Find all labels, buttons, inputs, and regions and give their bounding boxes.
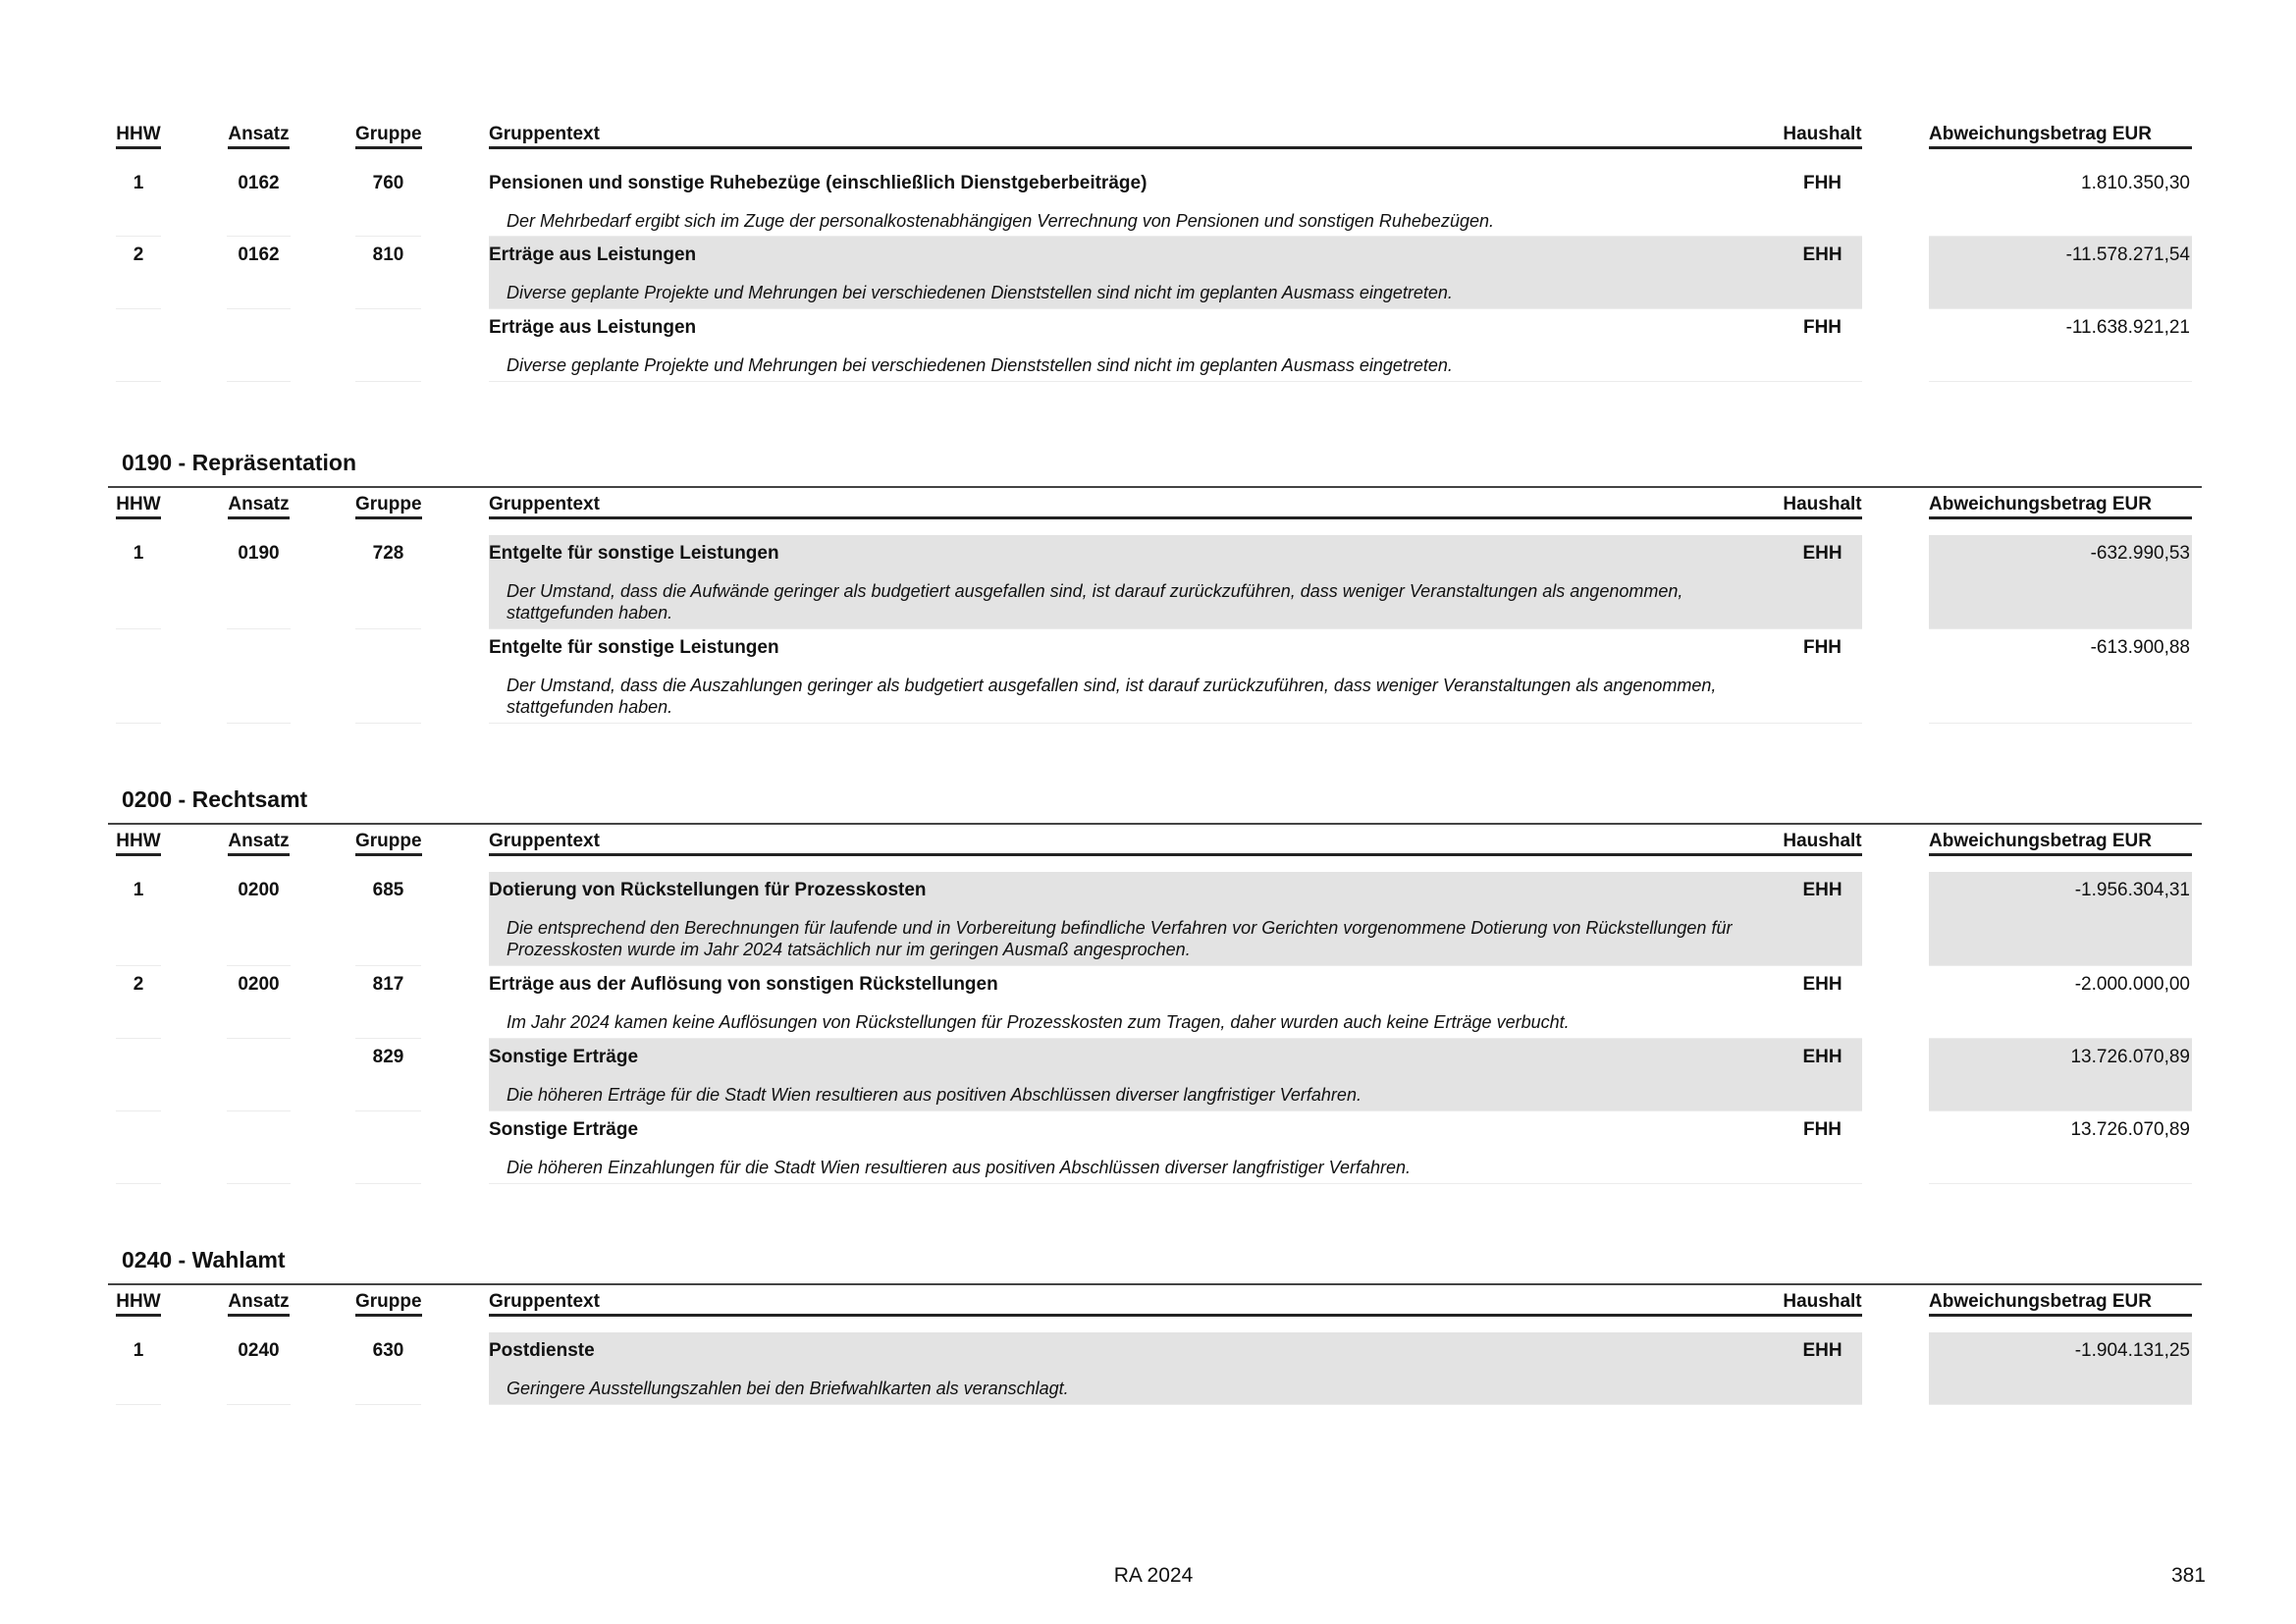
cell-gruppe: 829 <box>355 1039 421 1111</box>
header-gruppe: Gruppe <box>355 494 421 519</box>
group-title: Erträge aus Leistungen <box>489 317 697 338</box>
cell-betrag: -632.990,53 <box>1929 535 2192 629</box>
group-description: Geringere Ausstellungszahlen bei den Briefwahlkarten als veranschlagt. <box>507 1379 1069 1398</box>
cell-gruppe <box>355 629 421 724</box>
cell-hhw: 1 <box>116 165 161 237</box>
cell-gruppe: 630 <box>355 1332 421 1405</box>
header-betrag: Abweichungsbetrag EUR <box>1929 1291 2192 1317</box>
group-description: Im Jahr 2024 kamen keine Auflösungen von Rückstellungen für Prozesskosten zum Tragen, daher wurden auch keine Erträge verbucht. <box>507 1012 1570 1032</box>
header-hhw: HHW <box>116 1291 161 1317</box>
header-gruppe: Gruppe <box>355 124 421 149</box>
header-betrag: Abweichungsbetrag EUR <box>1929 124 2192 149</box>
cell-betrag: -613.900,88 <box>1929 629 2192 724</box>
table-row <box>108 629 2202 724</box>
group-description: Der Mehrbedarf ergibt sich im Zuge der personalkostenabhängigen Verrechnung von Pensionen und sonstigen Ruhebezügen. <box>507 211 1494 231</box>
cell-hhw: 2 <box>116 966 161 1039</box>
cell-betrag: -11.638.921,21 <box>1929 309 2192 382</box>
cell-ansatz: 0240 <box>227 1332 291 1405</box>
cell-ansatz <box>227 309 291 382</box>
cell-ansatz <box>227 1111 291 1184</box>
cell-betrag: -2.000.000,00 <box>1929 966 2192 1039</box>
cell-betrag: 13.726.070,89 <box>1929 1111 2192 1184</box>
cell-gruppentext <box>489 1039 1824 1111</box>
header-hhw: HHW <box>116 124 161 149</box>
cell-ansatz <box>227 1039 291 1111</box>
page-number: 381 <box>2170 1564 2206 1587</box>
cell-gruppentext <box>489 237 1824 309</box>
cell-betrag: 13.726.070,89 <box>1929 1039 2192 1111</box>
cell-haushalt: FHH <box>1783 309 1862 382</box>
group-description: Die entsprechend den Berechnungen für laufende und in Vorbereitung befindliche Verfahren vor Gerichten vorgenommene Dotierung von Rückstellungen für Prozesskosten wurde im Jahr 2024 tatsächlich nur im geringen Ausmaß angesprochen. <box>507 918 1733 959</box>
cell-haushalt: FHH <box>1783 629 1862 724</box>
footer-report-label: RA 2024 <box>1113 1564 1194 1587</box>
header-betrag: Abweichungsbetrag EUR <box>1929 494 2192 519</box>
cell-haushalt: EHH <box>1783 1332 1862 1405</box>
cell-ansatz <box>227 629 291 724</box>
table-row <box>108 1039 2202 1111</box>
header-haushalt: Haushalt <box>1783 1291 1862 1317</box>
cell-gruppentext <box>489 872 1824 966</box>
table-header <box>108 1291 2202 1321</box>
cell-gruppentext <box>489 966 1824 1039</box>
cell-hhw <box>116 629 161 724</box>
table-header <box>108 831 2202 860</box>
cell-ansatz: 0200 <box>227 872 291 966</box>
group-title: Sonstige Erträge <box>489 1047 639 1067</box>
cell-gruppe: 810 <box>355 237 421 309</box>
cell-betrag: -1.956.304,31 <box>1929 872 2192 966</box>
cell-haushalt: FHH <box>1783 165 1862 237</box>
cell-ansatz: 0162 <box>227 165 291 237</box>
header-ansatz: Ansatz <box>227 124 291 149</box>
group-title: Sonstige Erträge <box>489 1119 639 1140</box>
section-rule <box>108 823 2202 825</box>
cell-betrag: 1.810.350,30 <box>1929 165 2192 237</box>
table-header <box>108 124 2202 153</box>
cell-gruppentext <box>489 1332 1824 1405</box>
header-haushalt: Haushalt <box>1783 494 1862 519</box>
group-description: Der Umstand, dass die Auszahlungen geringer als budgetiert ausgefallen sind, ist darauf zurückzuführen, dass weniger Veranstaltungen als angenommen, stattgefunden haben. <box>507 676 1717 717</box>
table-row <box>108 309 2202 382</box>
cell-gruppe <box>355 1111 421 1184</box>
cell-haushalt: FHH <box>1783 1111 1862 1184</box>
cell-haushalt: EHH <box>1783 872 1862 966</box>
cell-gruppe: 760 <box>355 165 421 237</box>
cell-gruppe <box>355 309 421 382</box>
table-row <box>108 237 2202 309</box>
header-gruppentext: Gruppentext <box>489 494 1824 519</box>
cell-haushalt: EHH <box>1783 1039 1862 1111</box>
cell-haushalt: EHH <box>1783 535 1862 629</box>
cell-hhw: 1 <box>116 872 161 966</box>
table-row <box>108 165 2202 237</box>
header-gruppentext: Gruppentext <box>489 831 1824 856</box>
section-title: 0240 - Wahlamt <box>122 1247 286 1272</box>
header-haushalt: Haushalt <box>1783 124 1862 149</box>
header-hhw: HHW <box>116 831 161 856</box>
group-title: Erträge aus der Auflösung von sonstigen Rückstellungen <box>489 974 998 995</box>
cell-gruppentext <box>489 165 1824 237</box>
header-gruppe: Gruppe <box>355 1291 421 1317</box>
group-title: Entgelte für sonstige Leistungen <box>489 543 779 564</box>
table-row <box>108 1332 2202 1405</box>
cell-hhw: 2 <box>116 237 161 309</box>
section-title: 0200 - Rechtsamt <box>122 786 308 812</box>
cell-ansatz: 0162 <box>227 237 291 309</box>
group-title: Erträge aus Leistungen <box>489 244 697 265</box>
group-title: Entgelte für sonstige Leistungen <box>489 637 779 658</box>
section-rule <box>108 486 2202 488</box>
table-row <box>108 966 2202 1039</box>
group-description: Die höheren Einzahlungen für die Stadt Wien resultieren aus positiven Abschlüssen diverser langfristiger Verfahren. <box>507 1158 1412 1177</box>
table-row <box>108 535 2202 629</box>
header-ansatz: Ansatz <box>227 831 291 856</box>
group-title: Pensionen und sonstige Ruhebezüge (einschließlich Dienstgeberbeiträge) <box>489 173 1148 193</box>
group-description: Der Umstand, dass die Aufwände geringer als budgetiert ausgefallen sind, ist darauf zurückzuführen, dass weniger Veranstaltungen als angenommen, stattgefunden haben. <box>507 581 1683 623</box>
cell-gruppentext <box>489 1111 1824 1184</box>
cell-gruppe: 685 <box>355 872 421 966</box>
cell-hhw: 1 <box>116 535 161 629</box>
header-ansatz: Ansatz <box>227 1291 291 1317</box>
header-gruppentext: Gruppentext <box>489 124 1824 149</box>
cell-gruppe: 728 <box>355 535 421 629</box>
header-hhw: HHW <box>116 494 161 519</box>
cell-gruppe: 817 <box>355 966 421 1039</box>
group-title: Dotierung von Rückstellungen für Prozesskosten <box>489 880 927 900</box>
header-ansatz: Ansatz <box>227 494 291 519</box>
section-title: 0190 - Repräsentation <box>122 450 357 475</box>
cell-hhw <box>116 1111 161 1184</box>
cell-haushalt: EHH <box>1783 237 1862 309</box>
cell-ansatz: 0200 <box>227 966 291 1039</box>
table-header <box>108 494 2202 523</box>
header-haushalt: Haushalt <box>1783 831 1862 856</box>
cell-gruppentext <box>489 309 1824 382</box>
header-gruppentext: Gruppentext <box>489 1291 1824 1317</box>
table-row <box>108 872 2202 966</box>
cell-gruppentext <box>489 629 1824 724</box>
header-gruppe: Gruppe <box>355 831 421 856</box>
group-title: Postdienste <box>489 1340 595 1361</box>
cell-hhw <box>116 1039 161 1111</box>
cell-gruppentext <box>489 535 1824 629</box>
group-description: Die höheren Erträge für die Stadt Wien resultieren aus positiven Abschlüssen diverser langfristiger Verfahren. <box>507 1085 1362 1105</box>
cell-betrag: -1.904.131,25 <box>1929 1332 2192 1405</box>
table-row <box>108 1111 2202 1184</box>
cell-hhw: 1 <box>116 1332 161 1405</box>
group-description: Diverse geplante Projekte und Mehrungen bei verschiedenen Dienststellen sind nicht im geplanten Ausmass eingetreten. <box>507 283 1453 302</box>
header-betrag: Abweichungsbetrag EUR <box>1929 831 2192 856</box>
cell-ansatz: 0190 <box>227 535 291 629</box>
cell-hhw <box>116 309 161 382</box>
cell-haushalt: EHH <box>1783 966 1862 1039</box>
section-rule <box>108 1283 2202 1285</box>
cell-betrag: -11.578.271,54 <box>1929 237 2192 309</box>
group-description: Diverse geplante Projekte und Mehrungen bei verschiedenen Dienststellen sind nicht im geplanten Ausmass eingetreten. <box>507 355 1453 375</box>
